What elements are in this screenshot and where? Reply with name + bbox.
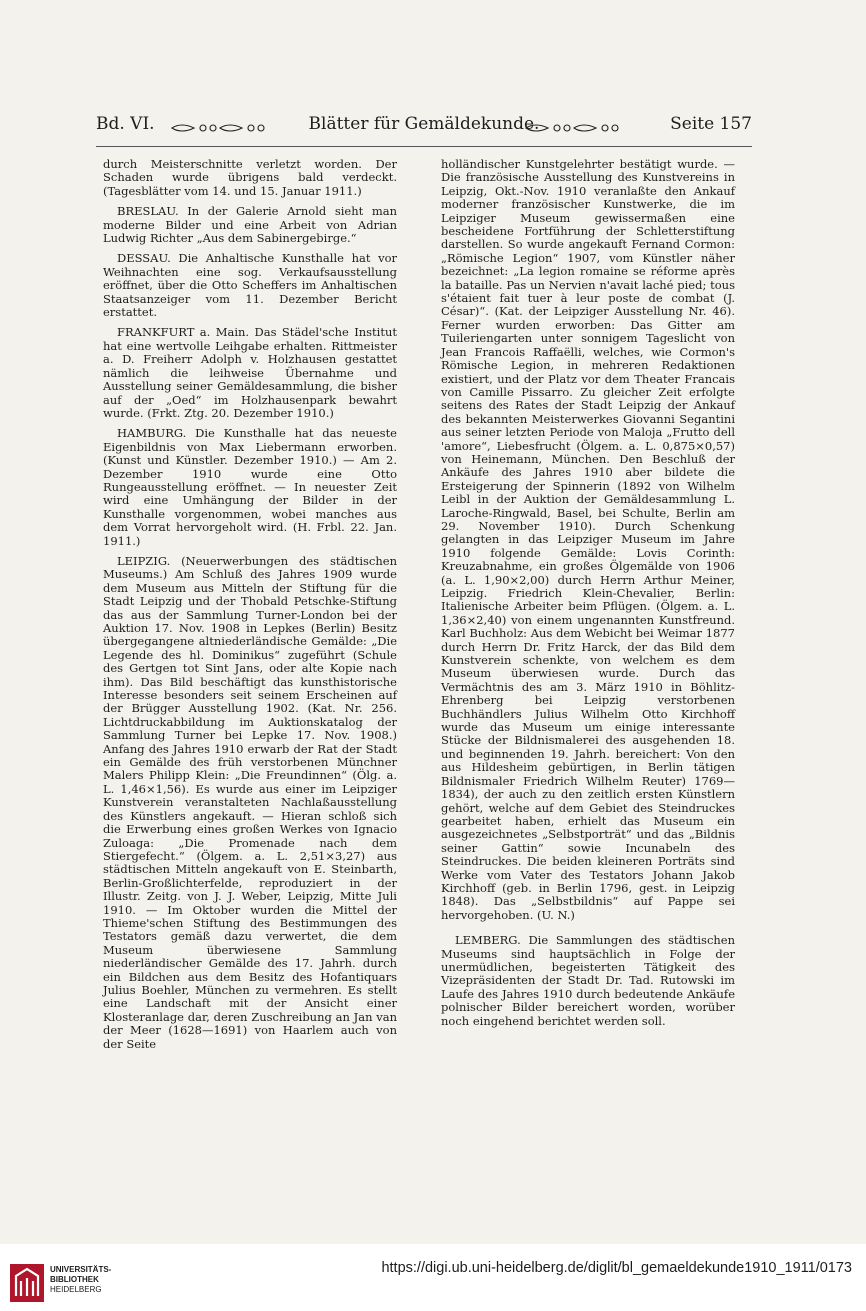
paragraph-breslau: BRESLAU. In der Galerie Arnold sieht man moderne Bilder und eine Arbeit von Adrian Ludwig Richter „Aus dem Sabinergebirge.“	[103, 204, 397, 246]
paragraph-lemberg: LEMBERG. Die Sammlungen des städtischen Museums sind hauptsächlich in Folge der unermüdlichen, begeisterten Tätigkeit des Vizepräsidenten der Stadt Dr. Tad. Rutowski im Laufe des Jahres 1910 durch bedeutende Ankäufe polnischer Bilder bereichert worden, worüber noch eingehend berichtet werden soll.	[441, 933, 735, 1028]
left-column	[103, 158, 397, 1058]
running-header	[96, 110, 752, 138]
ornament-right-icon	[524, 124, 634, 132]
journal-title: Blätter für Gemäldekunde.	[308, 114, 540, 134]
library-name: UNIVERSITÄTS- BIBLIOTHEK HEIDELBERG	[50, 1265, 112, 1294]
page-number: Seite 157	[670, 114, 752, 134]
right-column	[441, 158, 735, 1035]
university-library-logo-icon[interactable]	[10, 1264, 44, 1302]
paragraph-leipzig-continued: holländischer Kunstgelehrter bestätigt wurde. — Die französische Ausstellung des Kunstvereins in Leipzig, Okt.-Nov. 1910 veranlaßte den Ankauf moderner französischer Kunstwerke, die im Leipziger Museum gewissermaßen eine bescheidene Fortführung der Schletterstiftung darstellen. So wurde angekauft Fernand Cormon: „Römische Legion“ 1907, vom Künstler näher bezeichnet: „La legion romaine se réforme après la bataille. Pas un Nervien n'avait laché pied; tous s'étaient fait tuer à leur poste de combat (J. César)“. (Kat. der Leipziger Ausstellung Nr. 46). Ferner wurden erworben: Das Gitter am Tuileriengarten unter sonnigem Tageslicht von Jean Francois Raffaëlli, welches, wie Cormon's Römische Legion, in mehreren Redaktionen existiert, und der Platz vor dem Theater Francais von Camille Pissarro. Zu gleicher Zeit erfolgte seitens des Rates der Stadt Leipzig der Ankauf des bekannten Meisterwerkes Giovanni Segantini aus seiner letzten Periode von Maloja „Frutto dell 'amore“, Liebesfrucht (Ölgem. a. L. 0,875×0,57) von Heinemann, München. Den Beschluß der Ankäufe des Jahres 1910 aber bildete die Ersteigerung der Spinnerin (1892 von Wilhelm Leibl in der Auktion der Gemäldesammlung L. Laroche-Ringwald, Basel, bei Schulte, Berlin am 29. November 1910). Durch Schenkung gelangten in das Leipziger Museum im Jahre 1910 folgende Gemälde: Lovis Corinth: Kreuzabnahme, ein großes Ölgemälde von 1906 (a. L. 1,90×2,00) durch Herrn Arthur Meiner, Leipzig. Friedrich Klein-Chevalier, Berlin: Italienische Arbeiter beim Pflügen. (Ölgem. a. L. 1,36×2,40) von einem ungenannten Kunstfreund. Karl Buchholz: Aus dem Webicht bei Weimar 1877 durch Herrn Dr. Fritz Harck, der das Bild dem Kunstverein schenkte, von welchem es dem Museum überwiesen wurde. Durch das Vermächtnis des am 3. März 1910 in Böhlitz-Ehrenberg bei Leipzig verstorbenen Buchhändlers Julius Wilhelm Otto Kirchhoff wurde das Museum um einige interessante Stücke der Bildnismalerei des ausgehenden 18. und beginnenden 19. Jahrh. bereichert: Von den aus Hildesheim gebürtigen, in Berlin tätigen Bildnismaler Friedrich Wilhelm Reuter) 1769—1834), der auch zu den zeitlich ersten Künstlern gehört, welche auf dem Gebiet des Steindruckes gearbeitet haben, erhielt das Museum ein ausgezeichnetes „Selbstporträt“ und das „Bildnis seiner Gattin“ sowie Incunabeln des Steindruckes. Die beiden kleineren Porträts sind Werke vom Vater des Testators Johann Jakob Kirchhoff (geb. in Berlin 1796, gest. in Leipzig 1848). Das „Selbstbildnis“ auf Pappe sei hervorgehoben. (U. N.)	[441, 157, 735, 922]
volume-label: Bd. VI.	[96, 114, 155, 134]
footer-bar	[0, 1244, 866, 1311]
source-url-link[interactable]: https://digi.ub.uni-heidelberg.de/diglit/bl_gemaeldekunde1910_1911/0173	[381, 1260, 852, 1276]
paragraph-leipzig: LEIPZIG. (Neuerwerbungen des städtischen Museums.) Am Schluß des Jahres 1909 wurde dem Museum aus Mitteln der Stiftung für die Stadt Leipzig und der Thobald Petschke-Stiftung das aus der Sammlung Turner-London bei der Auktion 17. Nov. 1908 in Lepkes (Berlin) Besitz übergegangene altniederländische Gemälde: „Die Legende des hl. Dominikus“ zugeführt (Schule des Gertgen tot Sint Jans, oder alte Kopie nach ihm). Das Bild beschäftigt das kunsthistorische Interesse besonders seit seinem Erscheinen auf der Brügger Ausstellung 1902. (Kat. Nr. 256. Lichtdruckabbildung im Auktionskatalog der Sammlung Turner bei Lepke 17. Nov. 1908.) Anfang des Jahres 1910 erwarb der Rat der Stadt ein Gemälde des früh verstorbenen Münchner Malers Philipp Klein: „Die Freundinnen“ (Ölg. a. L. 1,46×1,56). Es wurde aus einer im Leipziger Kunstverein veranstalteten Nachlaßausstellung des Künstlers angekauft. — Hieran schloß sich die Erwerbung eines großen Werkes von Ignacio Zuloaga: „Die Promenade nach dem Stiergefecht.“ (Ölgem. a. L. 2,51×3,27) aus städtischen Mitteln angekauft von E. Steinbarth, Berlin-Großlichterfelde, reproduziert in der Illustr. Zeitg. von J. J. Weber, Leipzig, Mitte Juli 1910. — Im Oktober wurden die Mittel der Thieme'schen Stiftung des Bestimmungen des Testators gemäß dazu verwertet, die dem Museum überwiesene Sammlung niederländischer Gemälde des 17. Jahrh. durch ein Bildchen aus dem Besitz des Hofantiquars Julius Boehler, München zu vermehren. Es stellt eine Landschaft mit der Ansicht einer Klosteranlage dar, deren Zuschreibung an Jan van der Meer (1628—1691) von Haarlem auch von der Seite	[103, 553, 397, 1051]
paragraph-dessau: DESSAU. Die Anhaltische Kunsthalle hat vor Weihnachten eine sog. Verkaufsausstellung eröffnet, über die Otto Scheffers im Anhaltischen Staatsanzeiger vom 11. Dezember Bericht erstattet.	[103, 251, 397, 320]
paragraph-frankfurt: FRANKFURT a. Main. Das Städel'sche Institut hat eine wertvolle Leihgabe erhalten. Rittmeister a. D. Freiherr Adolph v. Holzhausen gestattet nämlich die leihweise Übernahme und Ausstellung seiner Gemäldesammlung, die bisher auf der „Oed“ im Holzhausenpark bewahrt wurde. (Frkt. Ztg. 20. Dezember 1910.)	[103, 325, 397, 420]
paragraph-hamburg: HAMBURG. Die Kunsthalle hat das neueste Eigenbildnis von Max Liebermann erworben. (Kunst und Künstler. Dezember 1910.) — Am 2. Dezember 1910 wurde eine Otto Rungeausstellung eröffnet. — In neuester Zeit wird eine Umhängung der Bilder in der Kunsthalle vorgenommen, wobei manches aus dem Vorrat hervorgeholt wird. (H. Frbl. 22. Jan. 1911.)	[103, 426, 397, 548]
paragraph-continuation: durch Meisterschnitte verletzt worden. Der Schaden wurde übrigens bald verdeckt. (Tagesblätter vom 14. und 15. Januar 1911.)	[103, 157, 397, 198]
header-rule	[96, 146, 752, 147]
